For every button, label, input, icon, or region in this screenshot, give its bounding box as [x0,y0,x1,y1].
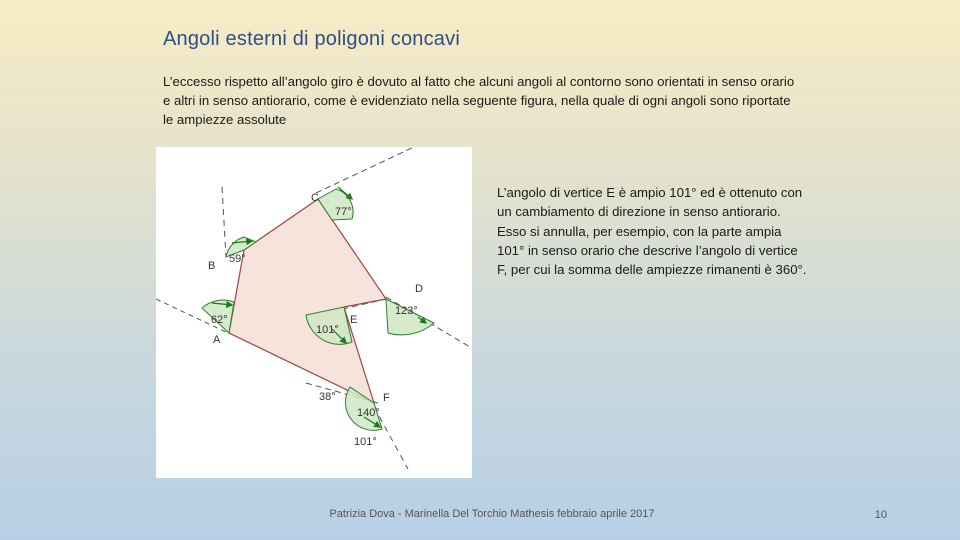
extension-line-c [316,147,414,193]
vertex-label-d: D [415,283,423,295]
explanation-paragraph: L’angolo di vertice E è ampio 101° ed è ottenuto con un cambiamento di direzione in senso antiorario. Esso si annulla, per esempio, con la parte ampia 101° in senso orario che descrive l’angolo di vertice F, per cui la somma delle ampiezze rimanenti è 360°. [497,185,807,278]
intro-paragraph: L’eccesso rispetto all’angolo giro è dovuto al fatto che alcuni angoli al contorno sono orientati in senso orario e altri in senso antiorario, come è evidenziato nella seguente figura, nella quale di ogni angoli sono riportate le ampiezze assolute [163,74,795,127]
polygon-abcdef [229,199,386,403]
vertex-label-e: E [350,314,358,326]
angle-label-b: 59° [229,253,246,265]
page-number: 10 [874,509,887,521]
vertex-label-c: C [311,192,319,204]
angle-label-e: 101° [316,324,339,336]
extension-line-b [222,187,226,257]
vertex-label-b: B [208,260,216,272]
angle-label-c: 77° [335,206,352,218]
angle-label-f-reflex: 101° [354,436,377,448]
vertex-label-f: F [383,392,390,404]
slide-title: Angoli esterni di poligoni concavi [163,28,460,50]
angle-label-f-inner: 38° [319,391,336,403]
angle-label-d: 123° [395,305,418,317]
concave-polygon-figure [156,147,472,478]
footer-credits: Patrizia Dova - Marinella Del Torchio Mathesis febbraio aprile 2017 [329,508,655,520]
angle-label-a: 62° [211,314,228,326]
vertex-label-a: A [213,334,221,346]
angle-label-f-outer: 140° [357,407,380,419]
